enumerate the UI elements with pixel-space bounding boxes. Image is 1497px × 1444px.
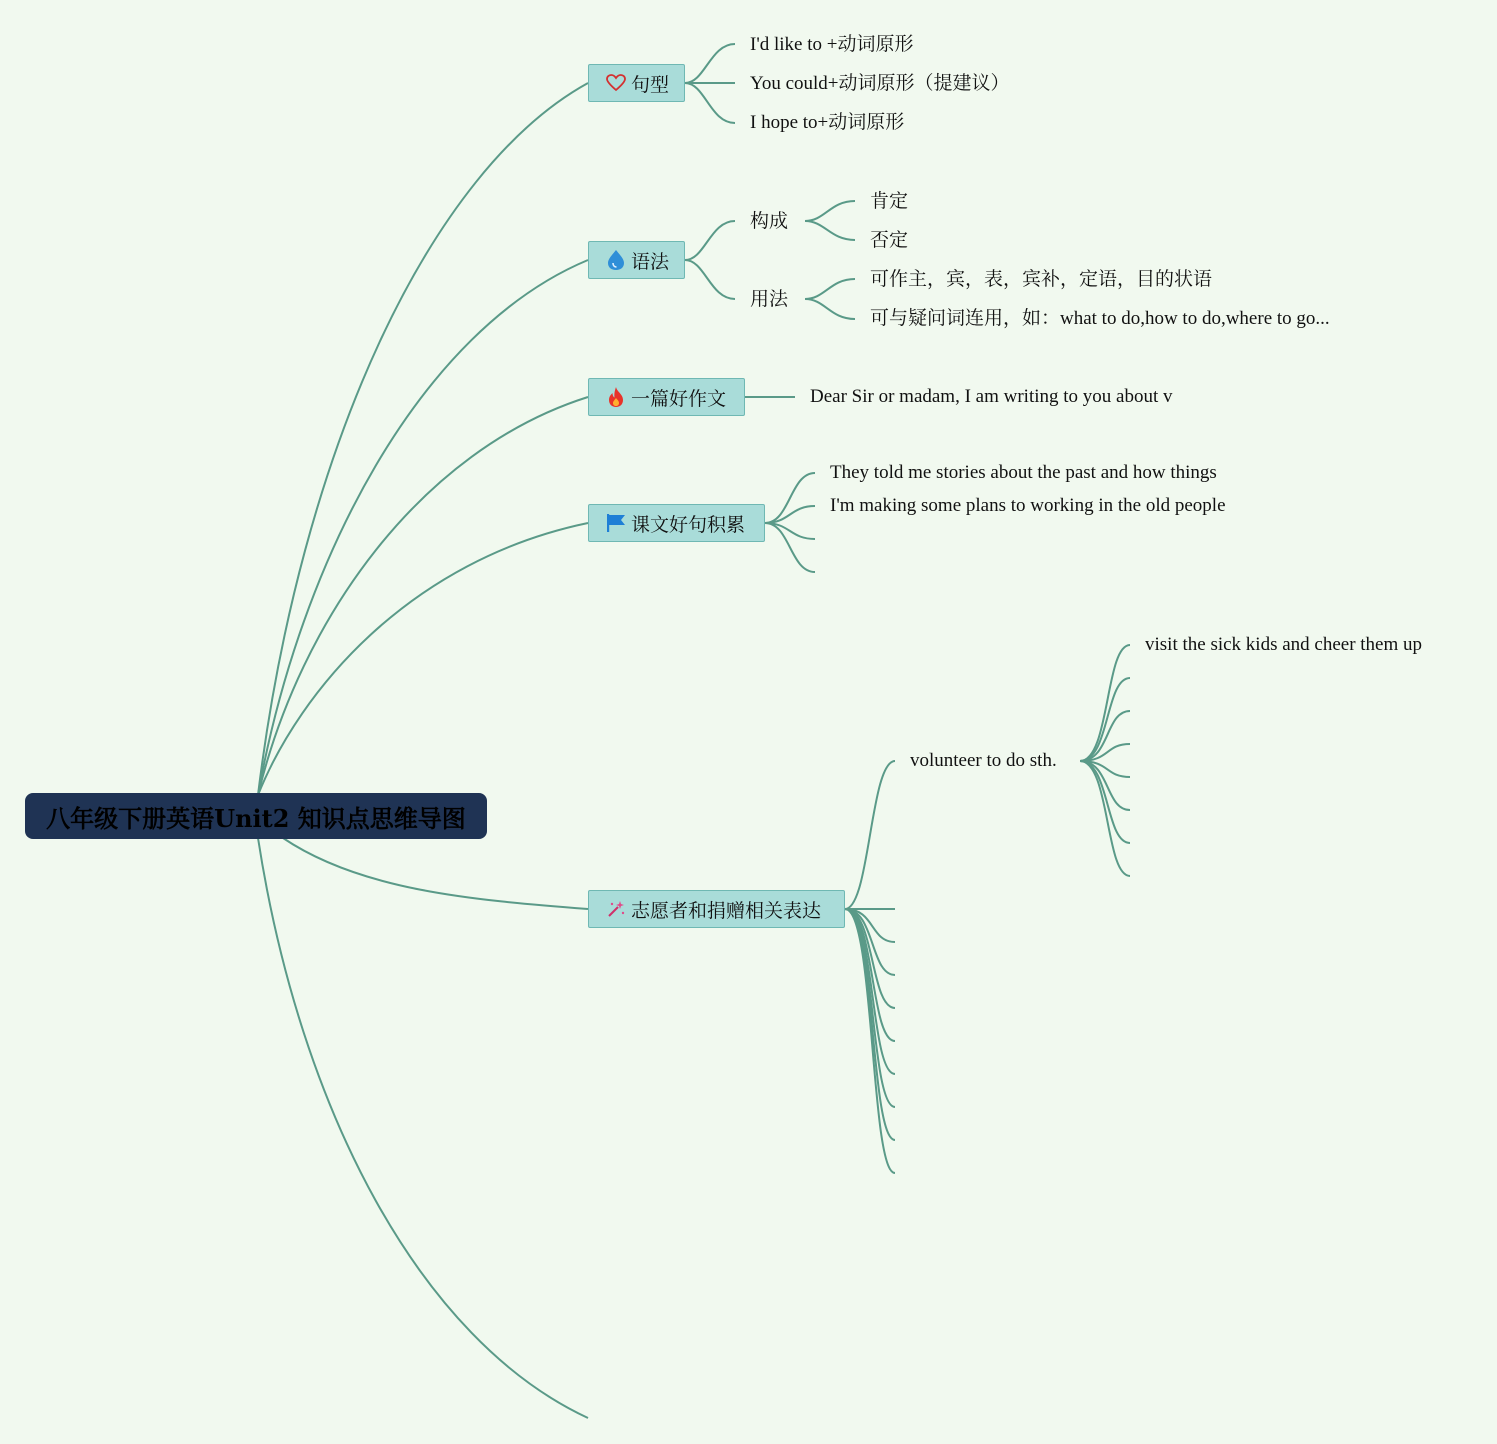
connector-volunteer-7 <box>1080 761 1130 843</box>
leaf-zuowen-1[interactable]: Dear Sir or madam, I am writing to you about v <box>810 386 1173 407</box>
branch-kewen-label: 课文好句积累 <box>631 513 746 536</box>
heart-icon <box>605 72 627 94</box>
connector-root-zhiyuan <box>283 838 588 909</box>
flag-icon <box>605 512 627 534</box>
leaf-yongfa-2[interactable]: 可与疑问词连用，如：what to do,how to do,where to go... <box>870 308 1330 329</box>
branch-zhiyuan-label: 志愿者和捐赠相关表达 <box>631 899 822 922</box>
leaf-goucheng-1[interactable]: 肯定 <box>870 190 909 212</box>
leaf-juxing-1[interactable]: I'd like to +动词原形 <box>750 34 914 55</box>
magic-wand-icon <box>605 898 627 920</box>
leaf-goucheng-2[interactable]: 否定 <box>870 229 909 251</box>
leaf-kewen-2[interactable]: I'm making some plans to working in the old people <box>830 495 1226 516</box>
branch-kewen[interactable] <box>588 504 765 542</box>
water-drop-icon <box>605 249 627 271</box>
leaf-volunteer[interactable]: volunteer to do sth. <box>910 750 1057 771</box>
leaf-juxing-3[interactable]: I hope to+动词原形 <box>750 112 905 133</box>
root-title: 八年级下册英语Unit2 知识点思维导图 <box>46 803 466 833</box>
leaf-juxing-2[interactable]: You could+动词原形（提建议） <box>750 73 1010 94</box>
root-topic[interactable] <box>25 793 487 839</box>
connector-root-zuowen <box>258 397 588 795</box>
connector-goucheng-2 <box>805 221 855 240</box>
branch-zhiyuan[interactable] <box>588 890 845 928</box>
connector-yufa-goucheng <box>685 221 735 260</box>
connector-yufa-yongfa <box>685 260 735 299</box>
leaf-yufa-yongfa[interactable]: 用法 <box>750 288 789 310</box>
connector-volunteer-8 <box>1080 761 1130 876</box>
connector-juxing-3 <box>685 83 735 123</box>
connector-root-yufa <box>258 260 588 795</box>
leaf-volunteer-1[interactable]: visit the sick kids and cheer them up <box>1145 634 1423 655</box>
connector-volunteer-1 <box>1080 645 1130 761</box>
fire-icon <box>605 386 627 408</box>
branch-yufa-label: 语法 <box>631 250 670 273</box>
connector-zhiyuan-volunteer <box>845 761 895 909</box>
branch-zuowen[interactable] <box>588 378 745 416</box>
branch-zuowen-label: 一篇好作文 <box>631 387 727 410</box>
connector-root-juxing <box>258 83 588 795</box>
connector-juxing-1 <box>685 44 735 83</box>
branch-yufa[interactable] <box>588 241 685 279</box>
connector-volunteer-2 <box>1080 678 1130 761</box>
branch-juxing-label: 句型 <box>631 73 670 96</box>
branch-juxing[interactable] <box>588 64 685 102</box>
leaf-yufa-goucheng[interactable]: 构成 <box>750 210 789 232</box>
connector-goucheng-1 <box>805 201 855 221</box>
leaf-kewen-1[interactable]: They told me stories about the past and how things <box>830 462 1217 483</box>
connector-yongfa-1 <box>805 279 855 299</box>
connector-root-bottom <box>258 838 588 1418</box>
leaf-yongfa-1[interactable]: 可作主，宾，表，宾补，定语，目的状语 <box>870 268 1213 290</box>
connector-yongfa-2 <box>805 299 855 319</box>
